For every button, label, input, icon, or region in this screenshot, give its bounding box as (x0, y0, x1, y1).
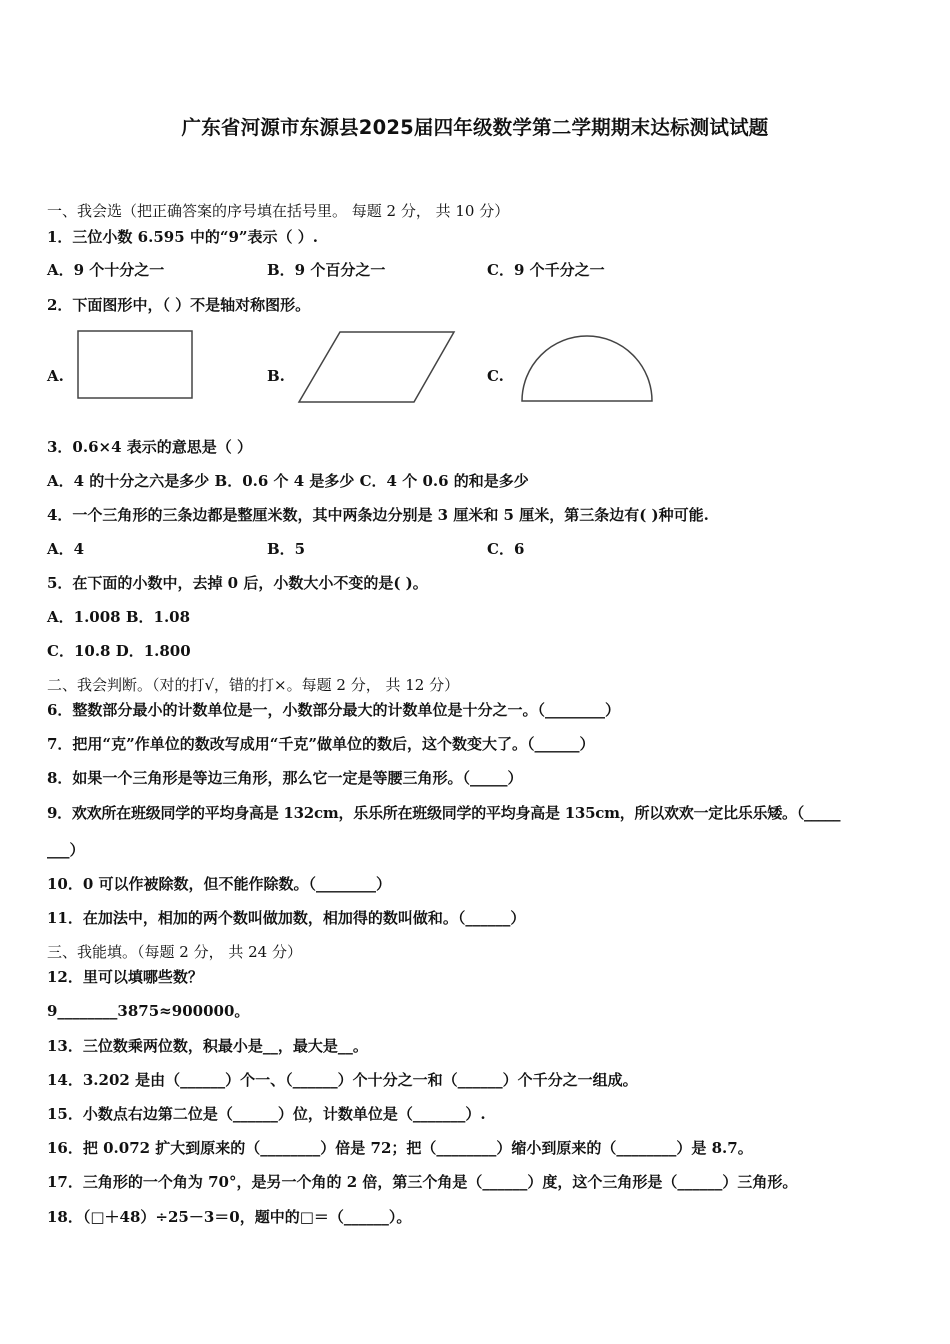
q3-stem: 3．0.6×4 表示的意思是（ ） (47, 438, 252, 456)
q1-option-a: A．9 个十分之一 (47, 261, 165, 279)
q7: 7．把用“克”作单位的数改写成用“千克”做单位的数后，这个数变大了。（______） (47, 735, 595, 753)
q9-line1: 9．欢欢所在班级同学的平均身高是 132cm，乐乐所在班级同学的平均身高是 135cm，所以欢欢一定比乐乐矮。（_____ (47, 804, 841, 822)
q4-stem: 4．一个三角形的三条边都是整厘米数，其中两条边分别是 3 厘米和 5 厘米，第三条边有( )种可能. (47, 506, 709, 524)
q3-options: A．4 的十分之六是多少 B．0.6 个 4 是多少 C．4 个 0.6 的和是多少 (47, 472, 529, 490)
rectangle-figure (76, 330, 196, 402)
q5-options-line1: A．1.008 B．1.08 (47, 608, 191, 626)
q16: 16．把 0.072 扩大到原来的（________）倍是 72；把（________）缩小到原来的（________）是 8.7。 (47, 1139, 753, 1157)
q1-option-b: B．9 个百分之一 (267, 261, 386, 279)
page-title: 广东省河源市东源县2025届四年级数学第二学期期末达标测试试题 (181, 116, 769, 139)
q10: 10．0 可以作被除数，但不能作除数。（________） (47, 875, 392, 893)
q12-answer-line: 9________3875≈900000。 (47, 1002, 250, 1020)
q4-option-a: A．4 (47, 540, 85, 558)
q11: 11．在加法中，相加的两个数叫做加数，相加得的数叫做和。（______） (47, 909, 526, 927)
q14: 14．3.202 是由（______）个一、（______）个十分之一和（______）个千分之一组成。 (47, 1071, 638, 1089)
q18: 18．（□＋48）÷25－3＝0，题中的□＝（______）。 (47, 1208, 412, 1226)
q2-label-b: B. (267, 367, 285, 385)
q2-label-c: C. (487, 367, 504, 385)
q4-option-b: B．5 (267, 540, 306, 558)
q2-stem: 2．下面图形中，（ ）不是轴对称图形。 (47, 296, 311, 314)
q5-stem: 5．在下面的小数中，去掉 0 后，小数大小不变的是( )。 (47, 574, 428, 592)
q6: 6．整数部分最小的计数单位是一，小数部分最大的计数单位是十分之一。（________） (47, 701, 620, 719)
q15: 15．小数点右边第二位是（______）位，计数单位是（_______）. (47, 1105, 486, 1123)
q13: 13．三位数乘两位数，积最小是__，最大是__。 (47, 1037, 368, 1055)
q2-label-a: A. (47, 367, 64, 385)
q1-stem: 1．三位小数 6.595 中的“9”表示（ ）. (47, 228, 318, 246)
q9-line2: ___） (47, 841, 85, 859)
q5-options-line2: C．10.8 D．1.800 (47, 642, 191, 660)
q4-option-c: C．6 (487, 540, 525, 558)
section3-header: 三、我能填。（每题 2 分， 共 24 分） (47, 943, 302, 961)
parallelogram-figure (296, 330, 458, 405)
section1-header: 一、我会选（把正确答案的序号填在括号里。 每题 2 分， 共 10 分） (47, 202, 510, 220)
q17: 17．三角形的一个角为 70°，是另一个角的 2 倍，第三个角是（______）度，这个三角形是（______）三角形。 (47, 1173, 798, 1191)
semicircle-figure (519, 332, 655, 404)
q12-stem: 12．里可以填哪些数？ (47, 968, 203, 986)
section2-header: 二、我会判断。（对的打√，错的打×。每题 2 分， 共 12 分） (47, 676, 460, 694)
q8: 8．如果一个三角形是等边三角形，那么它一定是等腰三角形。（_____） (47, 769, 523, 787)
q1-option-c: C．9 个千分之一 (487, 261, 605, 279)
